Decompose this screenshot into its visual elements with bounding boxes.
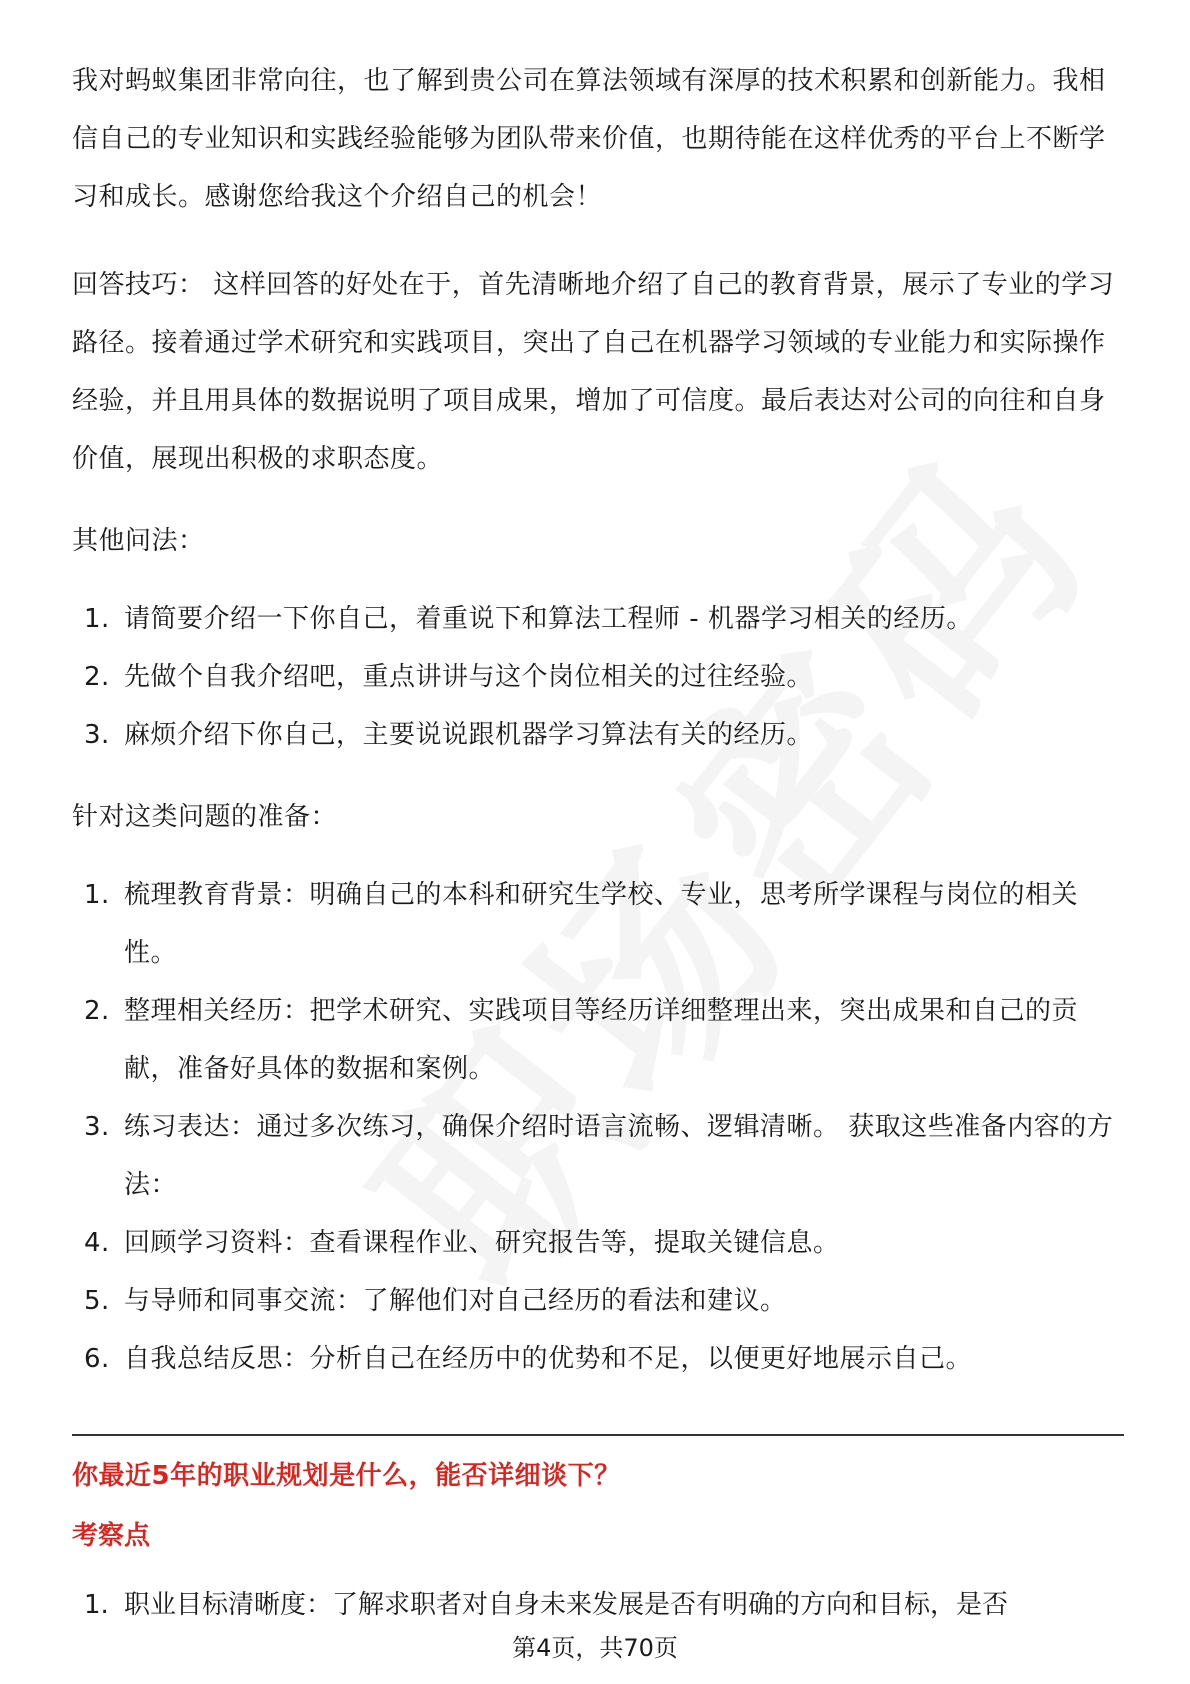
list-item-text: 职业目标清晰度：了解求职者对自身未来发展是否有明确的方向和目标，是否 (124, 1590, 1009, 1620)
list-item-text: 练习表达：通过多次练习，确保介绍时语言流畅、逻辑清晰。 获取这些准备内容的方法： (124, 1112, 1114, 1200)
list-item-text: 整理相关经历：把学术研究、实践项目等经历详细整理出来，突出成果和自己的贡献，准备好具体的数据和案例。 (124, 996, 1079, 1084)
list-item-number: 5. (84, 1286, 110, 1316)
list-item-number: 2. (84, 662, 110, 692)
list-item (72, 1330, 1124, 1388)
list-item (72, 982, 1124, 1098)
list-item-text: 请简要介绍一下你自己，着重说下和算法工程师 - 机器学习相关的经历。 (124, 604, 973, 634)
list-item-number: 2. (84, 996, 110, 1026)
list-item (72, 866, 1124, 982)
list-item-number: 3. (84, 720, 110, 750)
next-question-title: 你最近5年的职业规划是什么，能否详细谈下？ (72, 1461, 621, 1491)
list-item-number: 1. (84, 604, 110, 634)
other-questions-heading: 其他问法： (72, 526, 205, 556)
list-item (72, 590, 1124, 648)
list-item (72, 1098, 1124, 1214)
section-divider (72, 1434, 1124, 1436)
list-item-text: 先做个自我介绍吧，重点讲讲与这个岗位相关的过往经验。 (124, 662, 814, 692)
preparation-list (72, 866, 1124, 1388)
list-item-number: 4. (84, 1228, 110, 1258)
intro-closing-paragraph: 我对蚂蚁集团非常向往，也了解到贵公司在算法领域有深厚的技术积累和创新能力。我相信自己的专业知识和实践经验能够为团队带来价值，也期待能在这样优秀的平台上不断学习和成长。感谢您给我这个介绍自己的机会！ (72, 66, 1106, 212)
list-item-text: 麻烦介绍下你自己，主要说说跟机器学习算法有关的经历。 (124, 720, 814, 750)
list-item (72, 648, 1124, 706)
list-item-text: 梳理教育背景：明确自己的本科和研究生学校、专业，思考所学课程与岗位的相关性。 (124, 880, 1079, 968)
list-item-text: 回顾学习资料：查看课程作业、研究报告等，提取关键信息。 (124, 1228, 840, 1258)
list-item (72, 1214, 1124, 1272)
list-item-text: 自我总结反思：分析自己在经历中的优势和不足，以便更好地展示自己。 (124, 1344, 973, 1374)
preparation-heading: 针对这类问题的准备： (72, 802, 338, 832)
list-item-number: 3. (84, 1112, 110, 1142)
truncated-list-item (72, 1576, 1124, 1634)
other-questions-list (72, 590, 1124, 764)
page-content (72, 52, 1124, 1634)
answer-tips-paragraph: 回答技巧： 这样回答的好处在于，首先清晰地介绍了自己的教育背景，展示了专业的学习路径。接着通过学术研究和实践项目，突出了自己在机器学习领域的专业能力和实际操作经验，并且用具体的数据说明了项目成果，增加了可信度。最后表达对公司的向往和自身价值，展现出积极的求职态度。 (72, 270, 1115, 474)
list-item (72, 706, 1124, 764)
list-item-text: 与导师和同事交流：了解他们对自己经历的看法和建议。 (124, 1286, 787, 1316)
page-number-label: 第4页，共70页 (512, 1634, 678, 1662)
page-footer (0, 1628, 1190, 1668)
assessment-points-heading: 考察点 (72, 1521, 151, 1551)
list-item-number: 1. (84, 1590, 109, 1620)
list-item-number: 1. (84, 880, 110, 910)
list-item (72, 1272, 1124, 1330)
list-item-number: 6. (84, 1344, 110, 1374)
